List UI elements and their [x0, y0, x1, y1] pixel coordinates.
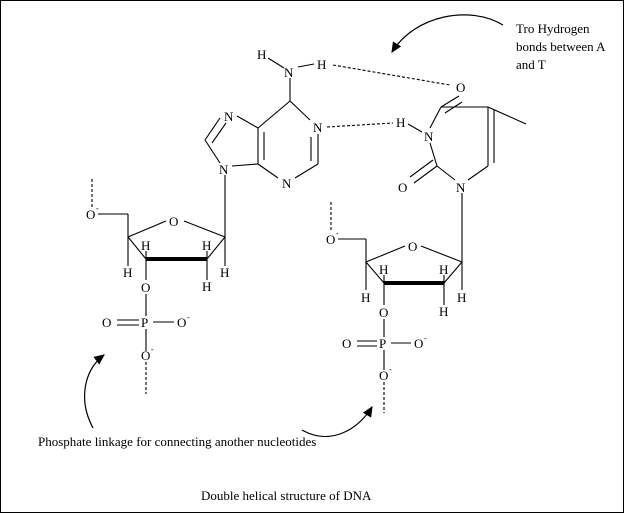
right-p-o-right: O — [414, 336, 424, 351]
thymine-o2: O — [398, 180, 408, 195]
thymine-atoms — [396, 80, 466, 195]
left-h3-up: H — [141, 238, 151, 253]
hydrogen-bond-lines — [327, 65, 450, 127]
adenine-n7: N — [224, 109, 234, 124]
right-p-o-right-charge: - — [424, 334, 427, 343]
hydrogen-bond-arrow — [392, 15, 503, 52]
thymine-bonds — [408, 96, 526, 262]
right-p-o-down: O — [379, 368, 389, 383]
left-sugar-atoms — [86, 204, 229, 363]
phosphate-arrow-left — [85, 355, 104, 428]
left-p-o-right-charge: - — [187, 313, 190, 322]
hydrogen-bonds-label-line2: bonds between A — [516, 39, 606, 54]
right-sugar-atoms — [326, 229, 466, 383]
right-h2-up: H — [439, 262, 449, 277]
left-o5-charge: - — [96, 204, 99, 213]
hydrogen-bonds-label-line3: and T — [516, 57, 546, 72]
right-ring-o: O — [408, 239, 418, 254]
left-p-o-down-charge: - — [151, 345, 154, 354]
left-o3: O — [141, 280, 151, 295]
thymine-o4: O — [456, 80, 466, 95]
adenine-n1: N — [313, 120, 323, 135]
right-p-dbl-o: O — [342, 336, 352, 351]
amine-h2: H — [317, 57, 327, 72]
right-h3-up: H — [379, 262, 389, 277]
right-o5: O — [326, 232, 336, 247]
left-h2-up: H — [202, 238, 212, 253]
adenine-bonds — [205, 58, 318, 237]
left-ring-o: O — [169, 214, 179, 229]
amine-n: N — [284, 65, 294, 80]
left-p-o-down: O — [141, 348, 151, 363]
right-o5-charge: - — [336, 229, 339, 238]
left-h1: H — [220, 265, 230, 280]
right-h1: H — [457, 290, 467, 305]
right-p-o-down-charge: - — [389, 365, 392, 374]
phosphate-linkage-label: Phosphate linkage for connecting another nucleotides — [38, 434, 317, 449]
right-p: P — [379, 336, 387, 351]
hydrogen-bonds-label-line1: Tro Hydrogen — [516, 21, 590, 36]
diagram-caption: Double helical structure of DNA — [201, 488, 372, 503]
amine-h1: H — [257, 47, 267, 62]
left-p-dbl-o: O — [102, 315, 112, 330]
adenine-n9: N — [219, 162, 229, 177]
right-o3: O — [379, 305, 389, 320]
right-h4: H — [361, 290, 371, 305]
adenine-n3: N — [282, 176, 292, 191]
left-p: P — [141, 315, 149, 330]
adenine-atoms — [219, 47, 326, 191]
left-h2-down: H — [202, 279, 212, 294]
thymine-h3: H — [396, 115, 406, 130]
phosphate-arrow-right — [302, 407, 372, 436]
thymine-n3: N — [424, 129, 434, 144]
thymine-n1: N — [456, 180, 466, 195]
left-h4: H — [123, 265, 133, 280]
left-p-o-right: O — [177, 315, 187, 330]
left-o5: O — [86, 207, 96, 222]
right-h2-down: H — [439, 304, 449, 319]
